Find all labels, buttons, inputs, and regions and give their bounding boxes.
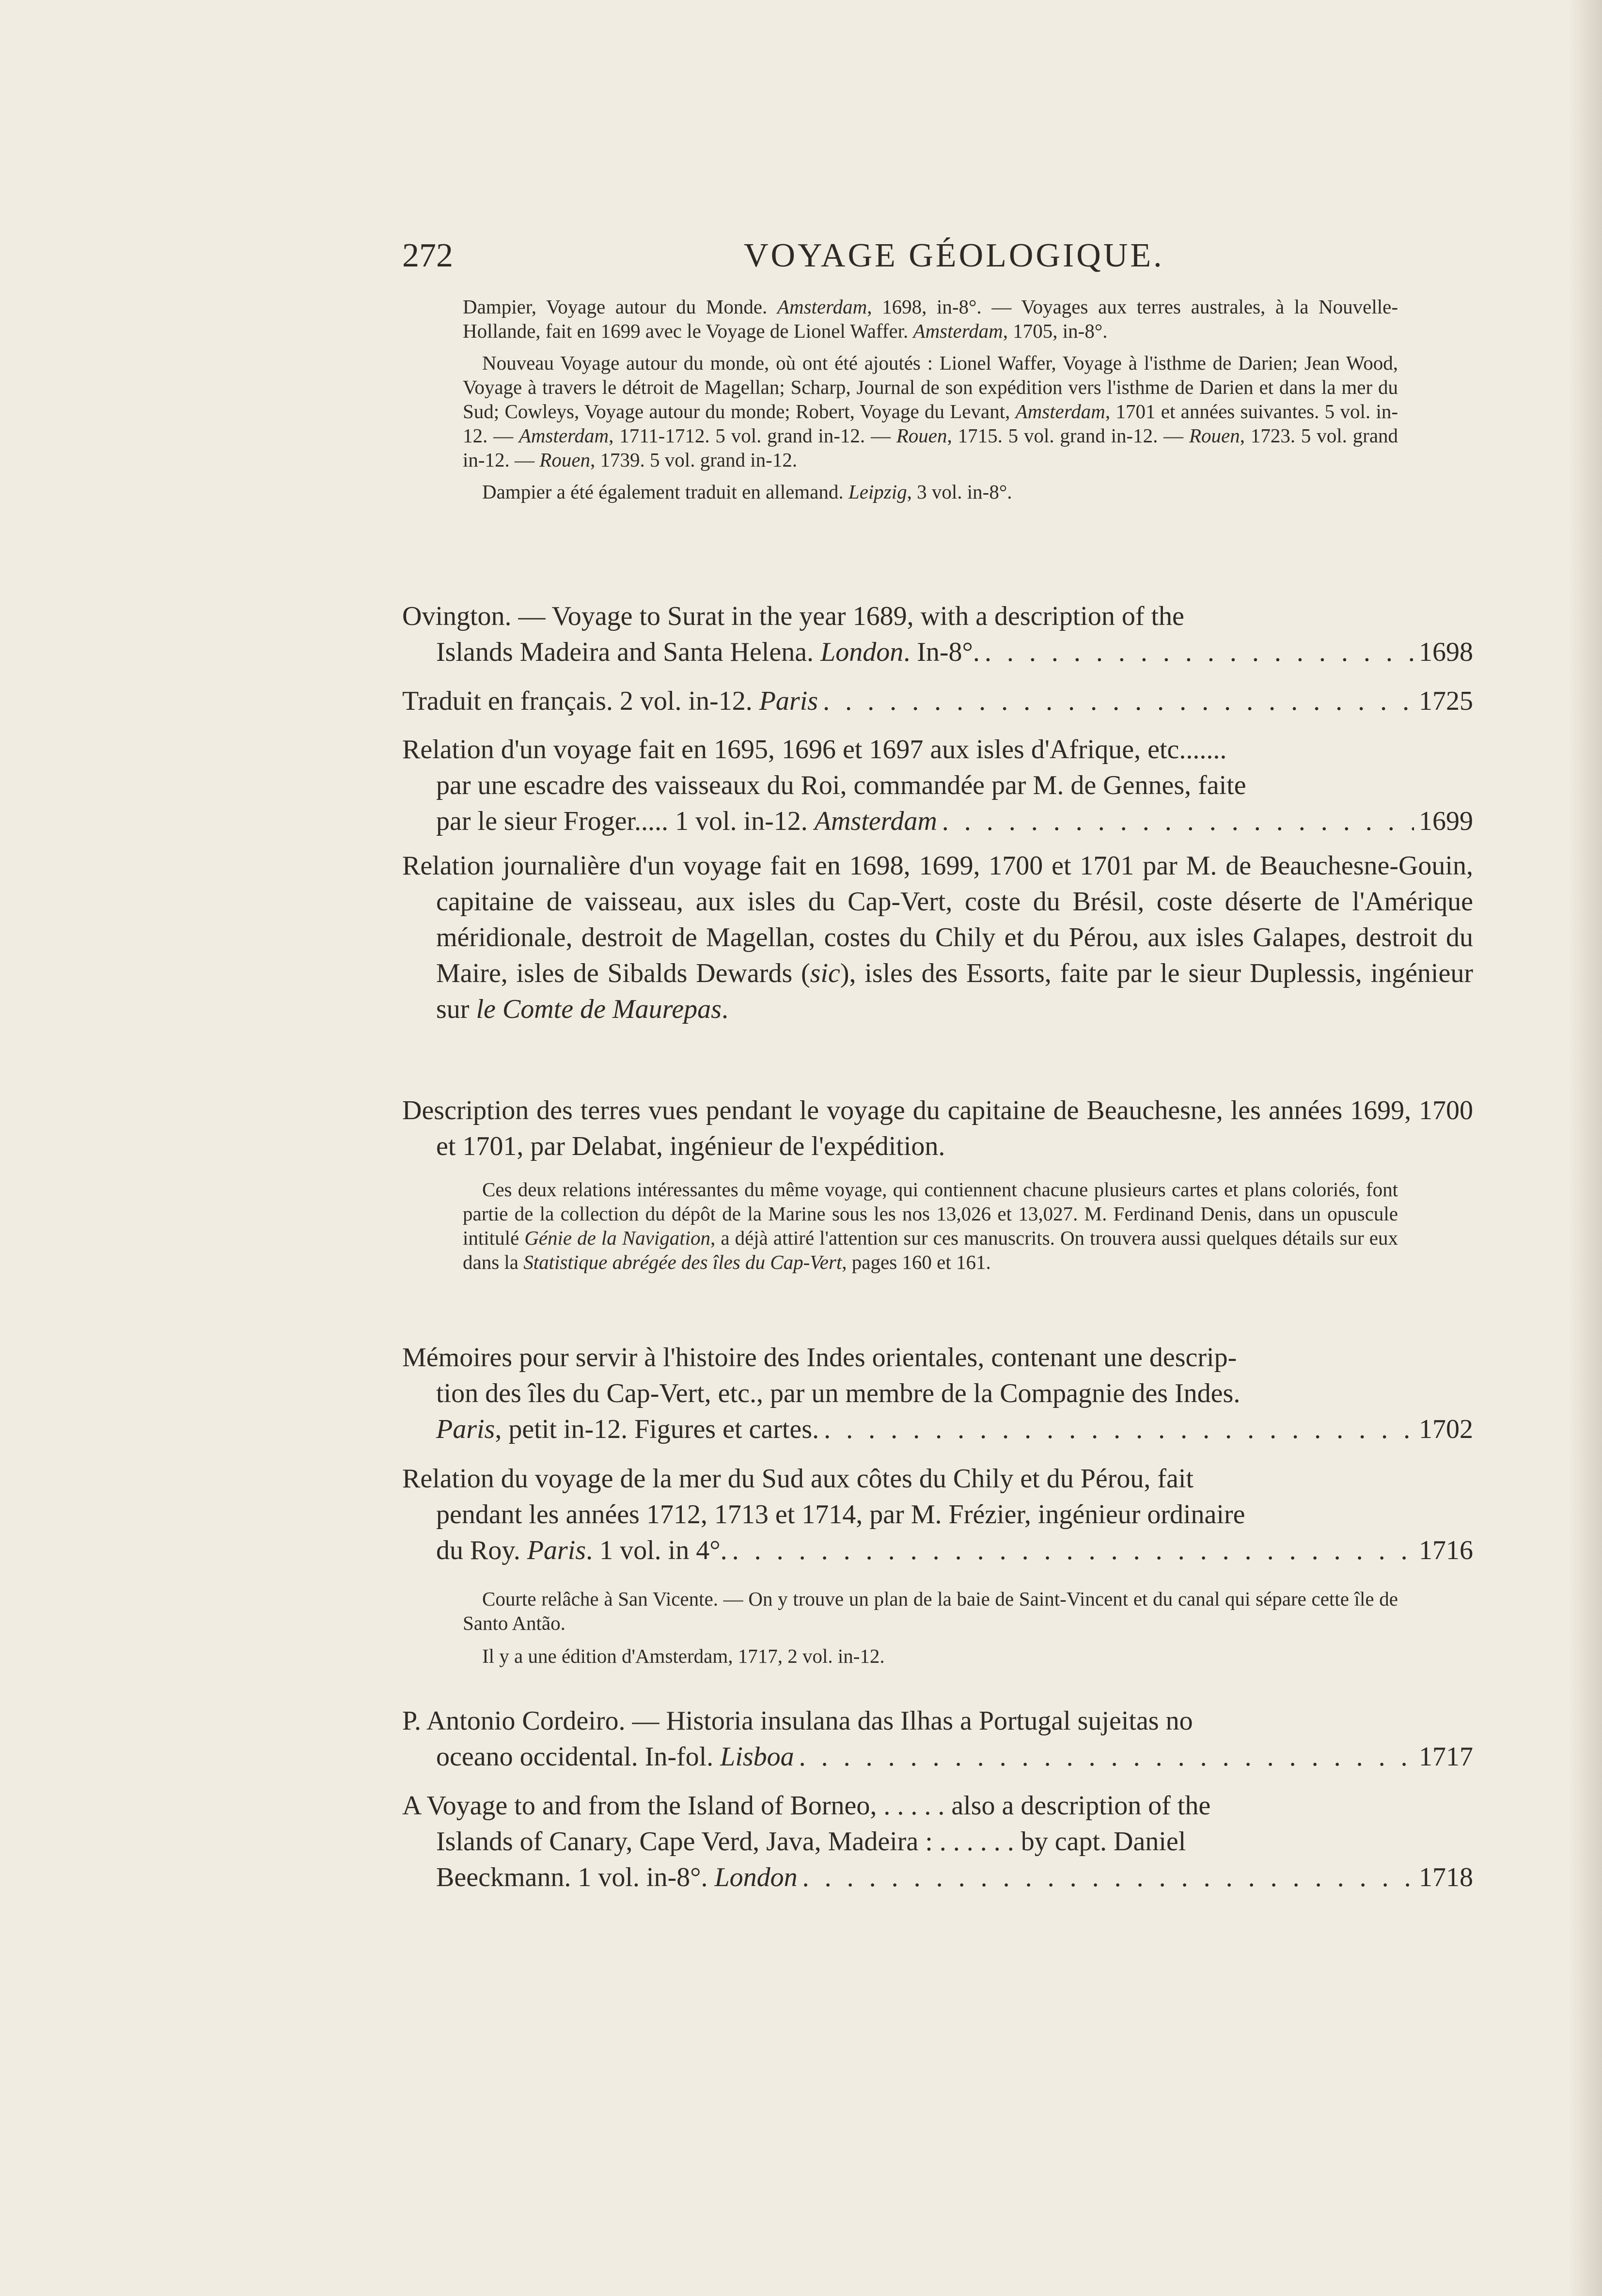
note-dampier-1: Dampier, Voyage autour du Monde. Amsterdam, 1698, in-8°. — Voyages aux terres australes, à la Nouvelle-Hollande, fait en 1699 avec le Voyage de Lionel Waffer. Amsterdam, 1705, in-8°. bbox=[463, 296, 1398, 342]
entry-year: 1702 bbox=[1419, 1414, 1473, 1444]
entry-description-delabat bbox=[402, 1093, 1473, 1164]
entry-line-leader: Paris, petit in-12. Figures et cartes. . . . 1702 bbox=[402, 1411, 1473, 1447]
note-frezier bbox=[463, 1587, 1398, 1668]
running-head bbox=[402, 236, 1473, 280]
page-number: 272 bbox=[402, 237, 453, 274]
page-edge-shadow bbox=[1568, 0, 1602, 2296]
entry-line: A Voyage to and from the Island of Borneo, . . . . . also a description of the bbox=[402, 1791, 1211, 1821]
entry-line-leader: par le sieur Froger..... 1 vol. in-12. Amsterdam . . . 1699 bbox=[402, 803, 1473, 839]
entry-line: Relation d'un voyage fait en 1695, 1696 et 1697 aux isles d'Afrique, etc....... bbox=[402, 734, 1227, 765]
dampier-notes bbox=[463, 295, 1398, 504]
note-dampier-2: Nouveau Voyage autour du monde, où ont été ajoutés : Lionel Waffer, Voyage à l'isthme de Darien; Jean Wood, Voyage à travers le détroit de Magellan; Scharp, Journal de son expédition vers l'isthme de Darien et dans la mer du Sud; Cowleys, Voyage autour du monde; Robert, Voyage du Levant, Amsterdam, 1701 et années suivantes. 5 vol. in-12. — Amsterdam, 1711-1712. 5 vol. grand in-12. — Rouen, 1715. 5 vol. grand in-12. — Rouen, 1723. 5 vol. grand in-12. — Rouen, 1739. 5 vol. grand in-12. bbox=[463, 352, 1398, 471]
note-text: Courte relâche à San Vicente. — On y trouve un plan de la baie de Saint-Vincent et du canal qui sépare cette île de Santo Antão. bbox=[463, 1588, 1398, 1634]
entry-borneo bbox=[402, 1788, 1473, 1895]
entry-traduit bbox=[402, 683, 1473, 719]
entry-line: Ovington. — Voyage to Surat in the year 1689, with a description of the bbox=[402, 601, 1184, 631]
entry-text: Description des terres vues pendant le voyage du capitaine de Beauchesne, les années 1699, 1700 et 1701, par Delabat, ingénieur de l'expédition. bbox=[402, 1095, 1473, 1161]
entry-line-leader: du Roy. Paris. 1 vol. in 4°. . . . 1716 bbox=[402, 1532, 1473, 1568]
entry-frezier bbox=[402, 1461, 1473, 1568]
dot-leader bbox=[799, 1739, 1414, 1775]
entry-year: 1718 bbox=[1419, 1862, 1473, 1892]
entry-memoires bbox=[402, 1340, 1473, 1447]
entry-line-leader: Traduit en français. 2 vol. in-12. Paris . . . 1725 bbox=[402, 683, 1473, 719]
dot-leader bbox=[942, 803, 1414, 839]
entry-year: 1725 bbox=[1419, 686, 1473, 716]
entry-year: 1717 bbox=[1419, 1742, 1473, 1772]
note-dampier-3: Dampier a été également traduit en allemand. Leipzig, 3 vol. in-8°. bbox=[482, 481, 1012, 503]
entry-line: Relation du voyage de la mer du Sud aux côtes du Chily et du Pérou, fait bbox=[402, 1464, 1194, 1494]
page-title: VOYAGE GÉOLOGIQUE. bbox=[744, 237, 1164, 274]
entry-line: par une escadre des vaisseaux du Roi, commandée par M. de Gennes, faite bbox=[436, 770, 1246, 800]
note-text: Ces deux relations intéressantes du même voyage, qui contiennent chacune plusieurs cartes et plans coloriés, font partie de la collection du dépôt de la Marine sous les nos 13,026 et 13,027. M. Ferdinand Denis, dans un opuscule intitulé Génie de la Navigation, a déjà attiré l'attention sur ces manuscrits. On trouvera aussi quelques détails sur eux dans la Statistique abrégée des îles du Cap-Vert, pages 160 et 161. bbox=[463, 1178, 1398, 1273]
entry-year: 1716 bbox=[1419, 1535, 1473, 1565]
entry-line-leader: Islands Madeira and Santa Helena. London. In-8°. . . . 1698 bbox=[402, 634, 1473, 670]
note-relations bbox=[463, 1177, 1398, 1274]
entry-text: Relation journalière d'un voyage fait en 1698, 1699, 1700 et 1701 par M. de Beauchesne-Gouin, capitaine de vaisseau, aux isles du Cap-Vert, coste du Brésil, coste déserte de l'Amérique méridionale, destroit de Magellan, costes du Chily et du Pérou, aux isles Galapes, destroit du Maire, isles de Sibalds Dewards (sic), isles des Essorts, faite par le sieur Duplessis, ingénieur sur le Comte de Maurepas. bbox=[402, 851, 1473, 1024]
entry-line: Islands of Canary, Cape Verd, Java, Madeira : . . . . . . by capt. Daniel bbox=[436, 1827, 1186, 1857]
note-text: Il y a une édition d'Amsterdam, 1717, 2 vol. in-12. bbox=[482, 1645, 885, 1667]
dot-leader bbox=[802, 1859, 1414, 1895]
entry-line: pendant les années 1712, 1713 et 1714, par M. Frézier, ingénieur ordinaire bbox=[436, 1499, 1245, 1530]
dot-leader bbox=[732, 1532, 1414, 1568]
entry-relation-beauchesne bbox=[402, 848, 1473, 1027]
entry-year: 1698 bbox=[1419, 637, 1473, 667]
entry-relation-froger bbox=[402, 732, 1473, 839]
dot-leader bbox=[823, 683, 1414, 719]
entry-year: 1699 bbox=[1419, 806, 1473, 836]
entry-ovington bbox=[402, 598, 1473, 670]
entry-line: Mémoires pour servir à l'histoire des Indes orientales, contenant une descrip- bbox=[402, 1343, 1237, 1373]
entry-line-leader: oceano occidental. In-fol. Lisboa . . . 1717 bbox=[402, 1739, 1473, 1775]
dot-leader bbox=[824, 1411, 1414, 1447]
dot-leader bbox=[985, 634, 1414, 670]
entry-cordeiro bbox=[402, 1703, 1473, 1775]
entry-line: P. Antonio Cordeiro. — Historia insulana das Ilhas a Portugal sujeitas no bbox=[402, 1706, 1193, 1736]
entry-line-leader: Beeckmann. 1 vol. in-8°. London . . . 1718 bbox=[402, 1859, 1473, 1895]
entry-line: tion des îles du Cap-Vert, etc., par un membre de la Compagnie des Indes. bbox=[436, 1378, 1241, 1408]
